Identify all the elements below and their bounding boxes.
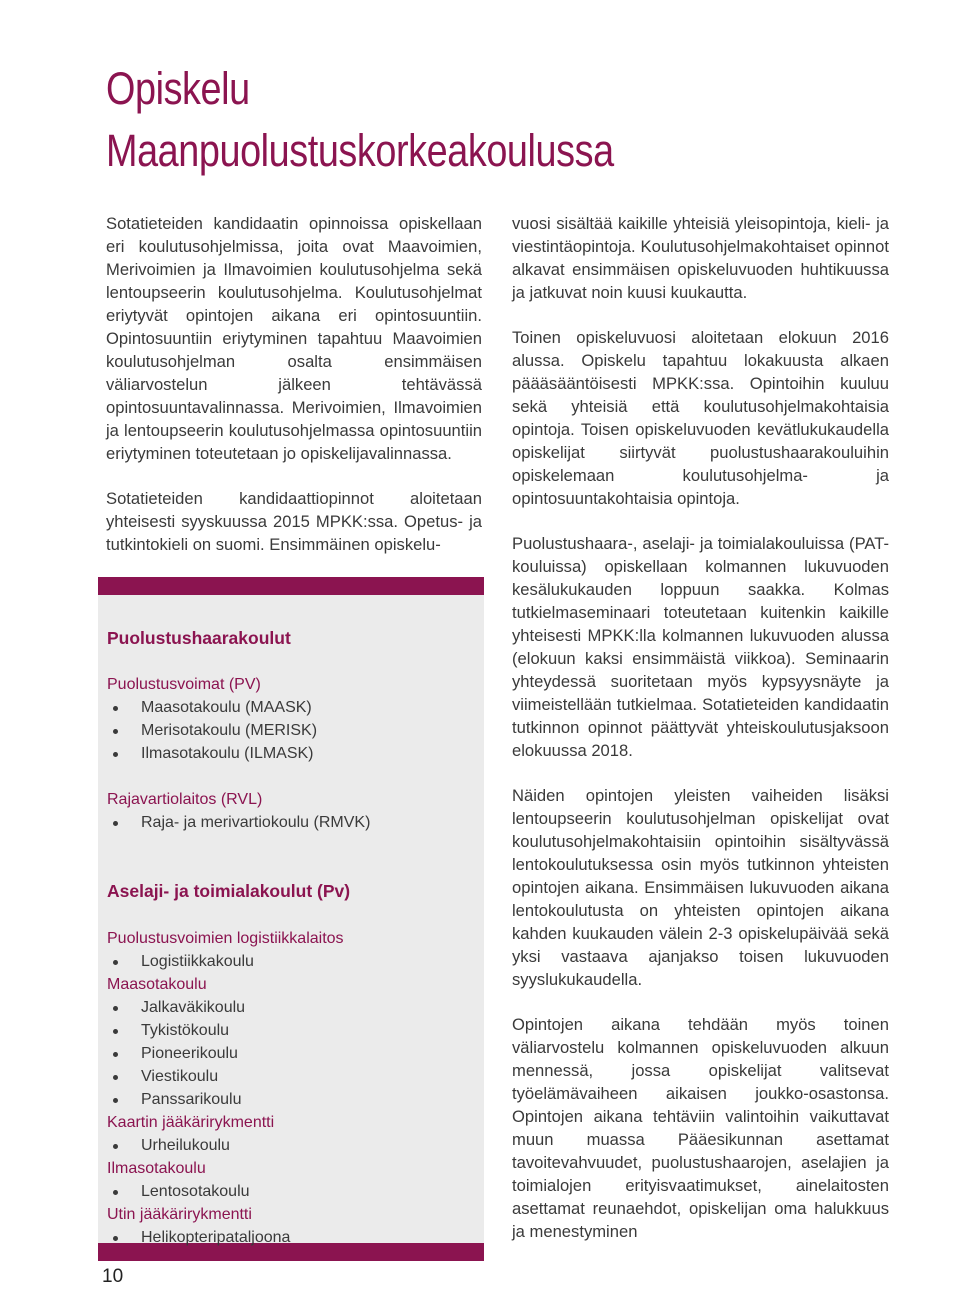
sidebar-list-branch-schools (107, 673, 467, 834)
sidebar-category: Maasotakoulu (107, 976, 207, 993)
paragraph: Puolustushaara-, aselaji- ja toimialakouluissa (PAT-kouluissa) opiskellaan kolmannen lukuvuoden kesälukukauden loppuun saakka. Kolmas tutkielmaseminaari toteutetaan kuitenkin kaikille yhteisesti MPKK:lla kolmannen lukuvuoden alussa (elokuun kaksi ensimmäistä viikkoa). Seminaarin yhteydessä suoritetaan myös kypsyysnäyte ja viimeistellään tutkielmaa. Sotatieteiden kandidaatin tutkinnon opinnot päättyvät yhteiskoulutusjaksoon elokuussa 2018. (512, 534, 889, 760)
list-item: Urheilukoulu (107, 1134, 467, 1157)
list-item: Viestikoulu (107, 1065, 467, 1088)
paragraph: Sotatieteiden kandidaatin opinnoissa opiskellaan eri koulutusohjelmissa, joita ovat Maavoimien, Merivoimien ja Ilmavoimien koulutusohjelma sekä lentoupseerin koulutusohjelma. Koulutusohjelmat eriytyvät opintojen aikana eri opintosuuntiin. Opintosuuntiin eriytyminen tapahtuu Maavoimien koulutusohjelman osalta ensimmäisen väliarvostelun jälkeen tehtävässä opintosuuntavalinnassa. Merivoimien, Ilmavoimien ja lentoupseerin koulutusohjelmassa opintosuuntiin eriytyminen toteutetaan jo opiskelijavalinnassa. (106, 214, 482, 463)
page-number: 10 (102, 1266, 124, 1287)
sidebar-category: Utin jääkärirykmentti (107, 1206, 252, 1223)
right-column (512, 212, 889, 1265)
list-item: Lentosotakoulu (107, 1180, 467, 1203)
sidebar-heading-branch-schools: Puolustushaarakoulut (107, 628, 291, 648)
paragraph: Näiden opintojen yleisten vaiheiden lisäksi lentoupseerin koulutusohjelman opiskelijat ovat koulutusohjelmakohtaisiin opintoihin sisältyvässä lentokoulutuksessa osin myös tutkinnon yhteisten opintojen aikana. Ensimmäisen lukuvuoden aikana lentokoulutusta on yhteisten opintojen aikana kahden kuukauden välein 2-3 opiskelupäivää sekä yksi vastaava ajanjakso toisen lukuvuoden syyslukukaudella. (512, 786, 889, 989)
sidebar-list-arms-schools (107, 927, 467, 1249)
list-item: Merisotakoulu (MERISK) (107, 719, 467, 742)
list-item: Logistiikkakoulu (107, 950, 467, 973)
list-item: Helikopteripataljoona (107, 1226, 467, 1249)
sidebar-category: Puolustusvoimien logistiikkalaitos (107, 930, 344, 947)
sidebar-category: Ilmasotakoulu (107, 1160, 206, 1177)
sidebar-heading-arms-schools: Aselaji- ja toimialakoulut (Pv) (107, 881, 351, 901)
list-item: Tykistökoulu (107, 1019, 467, 1042)
page-title (106, 58, 614, 182)
sidebar-category: Puolustusvoimat (PV) (107, 676, 261, 693)
sidebar-category: Rajavartiolaitos (RVL) (107, 791, 263, 808)
sidebar-category: Kaartin jääkärirykmentti (107, 1114, 275, 1131)
list-item: Pioneerikoulu (107, 1042, 467, 1065)
left-column (106, 212, 482, 578)
list-item: Ilmasotakoulu (ILMASK) (107, 742, 467, 765)
paragraph: Opintojen aikana tehdään myös toinen väliarvostelu kolmannen opiskeluvuoden alkuun mennessä, jossa opiskelijat valitsevat työelämävaiheen aikaisen joukko-osastonsa. Opintojen aikana tehtäviin valintoihin vaikuttavat muun muassa Pääesikunnan asettamat tavoitevahvuudet, puolustushaarojen, aselajien ja toimialojen erityisvaatimukset, ainelaitosten asettamat reunaehdot, opiskelijan oma halukkuus ja menestyminen (512, 1015, 889, 1241)
title-line-1: Opiskelu (106, 63, 250, 114)
title-line-2: Maanpuolustuskorkeakoulussa (106, 125, 614, 176)
list-spacer (107, 765, 467, 788)
list-item: Panssarikoulu (107, 1088, 467, 1111)
paragraph: Sotatieteiden kandidaattiopinnot aloitetaan yhteisesti syyskuussa 2015 MPKK:ssa. Opetus- ja tutkintokieli on suomi. Ensimmäinen opiskelu- (106, 489, 482, 554)
list-item: Maasotakoulu (MAASK) (107, 696, 467, 719)
schools-sidebar (98, 577, 484, 1261)
list-item: Raja- ja merivartiokoulu (RMVK) (107, 811, 467, 834)
paragraph: vuosi sisältää kaikille yhteisiä yleisopintoja, kieli- ja viestintäopintoja. Koulutusohjelmakohtaiset opinnot alkavat ensimmäisen opiskeluvuoden huhtikuussa ja jatkuvat noin kuusi kuukautta. (512, 214, 889, 302)
list-item: Jalkaväkikoulu (107, 996, 467, 1019)
paragraph: Toinen opiskeluvuosi aloitetaan elokuun 2016 alussa. Opiskelu tapahtuu lokakuusta alkaen päääsääntöisesti MPKK:ssa. Opintoihin kuuluu sekä yhteisiä että koulutusohjelmakohtaisia opintoja. Toisen opiskeluvuoden kevätlukukaudella opiskelijat siirtyvät puolustushaarakouluihin opiskelemaan koulutusohjelma- ja opintosuuntakohtaisia opintoja. (512, 328, 889, 508)
